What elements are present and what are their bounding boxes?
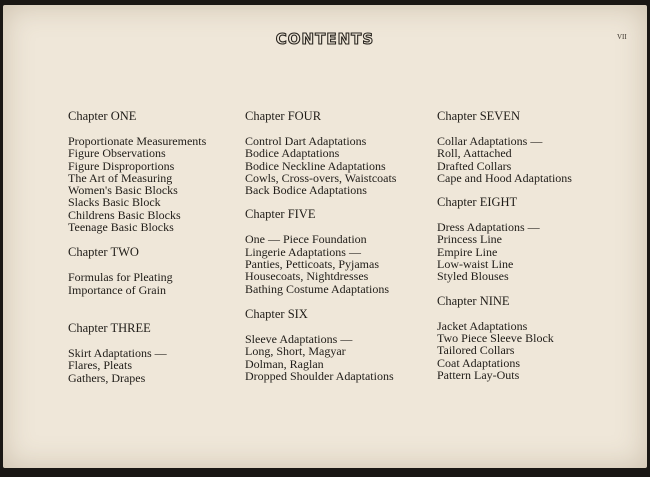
topic-entry: Proportionate Measurements xyxy=(68,134,207,148)
topic-entry: Dress Adaptations — xyxy=(437,220,540,235)
topic-entry: Importance of Grain xyxy=(68,282,166,297)
chapter-heading: Chapter FIVE xyxy=(245,207,316,222)
topic-entry: Styled Blouses xyxy=(437,269,509,284)
chapter-section xyxy=(437,109,572,184)
topic-entry: Two Piece Sleeve Block xyxy=(437,330,554,345)
chapter-topic-list xyxy=(245,233,396,294)
chapter-topic-list xyxy=(68,347,206,384)
topic-entry: Teenage Basic Blocks xyxy=(68,220,174,235)
topic-entry: Figure Observations xyxy=(68,146,166,161)
chapter-heading: Chapter EIGHT xyxy=(437,195,518,210)
topic-entry: The Art of Measuring xyxy=(68,170,173,185)
chapter-heading: Chapter ONE xyxy=(68,109,137,123)
topic-entry: Gathers, Drapes xyxy=(68,370,146,385)
topic-entry: Cowls, Cross-overs, Waistcoats xyxy=(245,170,397,185)
topic-entry: Lingerie Adaptations — xyxy=(245,244,361,259)
topic-entry: Pattern Lay-Outs xyxy=(437,367,520,382)
topic-entry: Formulas for Pleating xyxy=(68,270,173,285)
topic-entry: One — Piece Foundation xyxy=(245,232,367,247)
topic-entry: Women's Basic Blocks xyxy=(68,183,178,198)
chapter-section xyxy=(245,109,396,196)
contents-column-3 xyxy=(437,109,572,381)
topic-entry: Tailored Collars xyxy=(437,343,515,358)
topic-entry: Dolman, Raglan xyxy=(245,356,324,371)
chapter-section xyxy=(245,207,396,294)
topic-entry: Flares, Pleats xyxy=(68,358,132,373)
chapter-section xyxy=(437,294,572,381)
chapter-heading: Chapter TWO xyxy=(68,245,139,260)
chapter-heading: Chapter FOUR xyxy=(245,109,322,123)
topic-entry: Cape and Hood Adaptations xyxy=(437,170,572,185)
chapter-section xyxy=(245,307,396,382)
chapter-heading: Chapter NINE xyxy=(437,293,510,308)
topic-entry: Slacks Basic Block xyxy=(68,195,161,210)
contents-column-1 xyxy=(68,109,206,384)
chapter-topic-list xyxy=(245,333,396,382)
topic-entry: Skirt Adaptations — xyxy=(68,345,167,360)
topic-entry: Dropped Shoulder Adaptations xyxy=(245,368,394,383)
topic-entry: Figure Disproportions xyxy=(68,158,175,173)
chapter-heading: Chapter THREE xyxy=(68,320,151,335)
page-number: VII xyxy=(617,33,627,41)
topic-entry: Princess Line xyxy=(437,232,502,247)
topic-entry: Sleeve Adaptations — xyxy=(245,331,353,346)
topic-entry: Panties, Petticoats, Pyjamas xyxy=(245,257,379,272)
topic-entry: Jacket Adaptations xyxy=(437,318,528,333)
topic-entry: Roll, Aattached xyxy=(437,146,512,161)
chapter-section xyxy=(437,195,572,282)
chapter-topic-list xyxy=(68,271,206,296)
topic-entry: Bathing Costume Adaptations xyxy=(245,281,389,296)
chapter-topic-list xyxy=(437,135,572,184)
topic-entry: Long, Short, Magyar xyxy=(245,344,346,359)
chapter-heading: Chapter SIX xyxy=(245,306,308,321)
chapter-topic-list xyxy=(245,135,396,196)
chapter-topic-list xyxy=(437,320,572,381)
page-title: CONTENTS xyxy=(275,30,375,48)
chapter-topic-list xyxy=(68,135,206,233)
topic-entry: Coat Adaptations xyxy=(437,355,520,370)
topic-entry: Bodice Adaptations xyxy=(245,146,340,161)
topic-entry: Childrens Basic Blocks xyxy=(68,207,181,222)
topic-entry: Empire Line xyxy=(437,244,498,259)
chapter-heading: Chapter SEVEN xyxy=(437,109,520,123)
topic-entry: Drafted Collars xyxy=(437,158,512,173)
topic-entry: Collar Adaptations — xyxy=(437,134,543,148)
chapter-topic-list xyxy=(437,221,572,282)
chapter-section xyxy=(68,109,206,233)
chapter-section xyxy=(68,321,206,384)
topic-entry: Bodice Neckline Adaptations xyxy=(245,158,386,173)
topic-entry: Low-waist Line xyxy=(437,257,514,272)
topic-entry: Control Dart Adaptations xyxy=(245,134,367,148)
topic-entry: Back Bodice Adaptations xyxy=(245,183,367,198)
chapter-section xyxy=(68,245,206,296)
topic-entry: Housecoats, Nightdresses xyxy=(245,269,369,284)
contents-column-2 xyxy=(245,109,396,382)
